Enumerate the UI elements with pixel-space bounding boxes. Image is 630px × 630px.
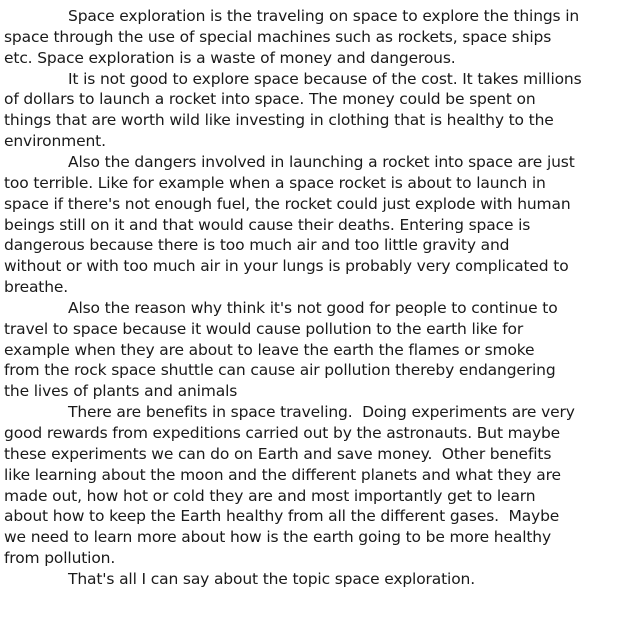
text-line: etc. Space exploration is a waste of money and dangerous. [4,48,456,67]
text-line: space if there's not enough fuel, the rocket could just explode with human [4,194,571,213]
text-line: the lives of plants and animals [4,382,238,401]
text-line: beings still on it and that would cause their deaths. Entering space is [4,215,531,234]
text-line: space through the use of special machines such as rockets, space ships [4,27,552,46]
document-page [4,0,626,630]
text-line: Also the reason why think it's not good for people to continue to [68,298,558,317]
text-line: these experiments we can do on Earth and save money. Other benefits [4,444,552,463]
text-line: of dollars to launch a rocket into space. The money could be spent on [4,90,536,109]
text-line: things that are worth wild like investing in clothing that is healthy to the [4,111,554,130]
text-line: Also the dangers involved in launching a rocket into space are just [68,152,575,171]
text-line: we need to learn more about how is the earth going to be more healthy [4,528,551,547]
text-line: There are benefits in space traveling. Doing experiments are very [68,403,575,422]
text-line: example when they are about to leave the earth the flames or smoke [4,340,535,359]
text-line: dangerous because there is too much air and too little gravity and [4,236,510,255]
text-line: That's all I can say about the topic space exploration. [68,569,475,588]
text-line: It is not good to explore space because of the cost. It takes millions [68,69,582,88]
text-line: made out, how hot or cold they are and most importantly get to learn [4,486,536,505]
text-line: good rewards from expeditions carried out by the astronauts. But maybe [4,424,561,442]
text-line: without or with too much air in your lungs is probably very complicated to [4,257,569,276]
text-line: from the rock space shuttle can cause air pollution thereby endangering [4,361,556,380]
text-line: Space exploration is the traveling on space to explore the things in [68,7,580,25]
text-line: about how to keep the Earth healthy from all the different gases. Maybe [4,507,560,526]
text-line: breathe. [4,278,69,297]
text-line: environment. [4,132,106,151]
text-line: too terrible. Like for example when a space rocket is about to launch in [4,173,546,192]
text-line: from pollution. [4,549,116,568]
text-line: travel to space because it would cause pollution to the earth like for [4,319,524,338]
text-line: like learning about the moon and the different planets and what they are [4,465,561,484]
